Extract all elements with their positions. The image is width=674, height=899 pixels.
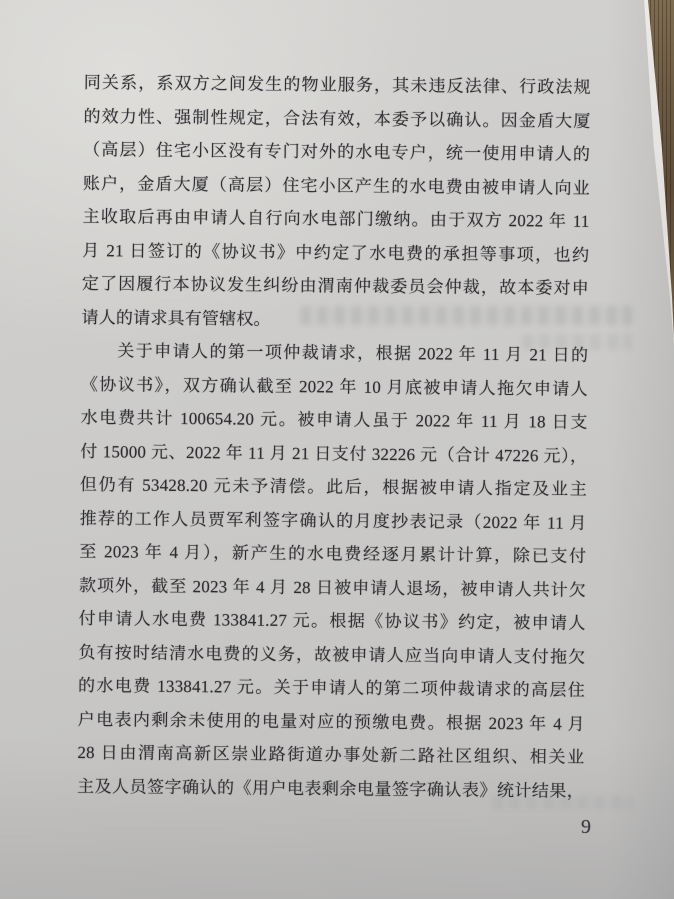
text-line: 但仍有 53428.20 元未予清偿。此后，根据被申请人指定及业主	[79, 474, 588, 499]
text-line: 付申请人水电费 133841.27 元。根据《协议书》约定，被申请人	[78, 608, 586, 633]
ink-bleed-through	[492, 796, 632, 809]
text-line: 定了因履行本协议发生纠纷由渭南仲裁委员会仲裁，故本委对申	[81, 273, 589, 298]
text-line: （高层）住宅小区没有专门对外的水电专户，统一使用申请人的	[83, 139, 591, 164]
text-line: 同关系，系双方之间发生的物业服务，其未违反法律、行政法规	[83, 72, 591, 97]
text-line: 付 15000 元、2022 年 11 月 21 日支付 32226 元（合计 47226 元），	[80, 441, 588, 466]
text-line: 关于申请人的第一项仲裁请求，根据 2022 年 11 月 21 日的	[117, 341, 589, 365]
text-line: 负有按时结清水电费的义务，故被申请人应当向申请人支付拖欠	[78, 642, 586, 667]
text-line: 款项外，截至 2023 年 4 月 28 日被申请人退场，被申请人共计欠	[78, 575, 587, 600]
text-line: 月 21 日签订的《协议书》中约定了水电费的承担等事项，也约	[82, 240, 590, 265]
text-line: 水电费共计 100654.20 元。被申请人虽于 2022 年 11 月 18 日支	[80, 407, 588, 432]
text-line: 户电表内剩余未使用的电量对应的预缴电费。根据 2023 年 4 月	[77, 709, 585, 734]
text-line: 推荐的工作人员贾军利签字确认的月度抄表记录（2022 年 11 月	[79, 508, 587, 533]
ink-bleed-through	[300, 306, 632, 325]
text-line: 请人的请求具有管辖权。	[81, 307, 271, 329]
text-line: 账户，金盾大厦（高层）住宅小区产生的水电费由被申请人向业	[82, 173, 590, 198]
page-number: 9	[581, 816, 591, 838]
text-line: 的水电费 133841.27 元。关于申请人的第二项仲裁请求的高层住	[77, 675, 586, 700]
text-line: 主及人员签字确认的《用户电表剩余电量签字确认表》统计结果，	[76, 776, 585, 801]
text-line: 的效力性、强制性规定，合法有效，本委予以确认。因金盾大厦	[83, 106, 591, 131]
text-line: 主收取后再由申请人自行向水电部门缴纳。由于双方 2022 年 11	[82, 206, 590, 231]
text-line: 至 2023 年 4 月），新产生的水电费经逐月累计计算，除已支付	[79, 541, 587, 566]
ink-bleed-through	[522, 334, 632, 350]
text-line: 《协议书》，双方确认截至 2022 年 10 月底被申请人拖欠申请人	[80, 374, 589, 399]
text-line: 28 日由渭南高新区崇业路街道办事处新二路社区组织、相关业	[77, 742, 585, 767]
document-text	[77, 66, 591, 808]
